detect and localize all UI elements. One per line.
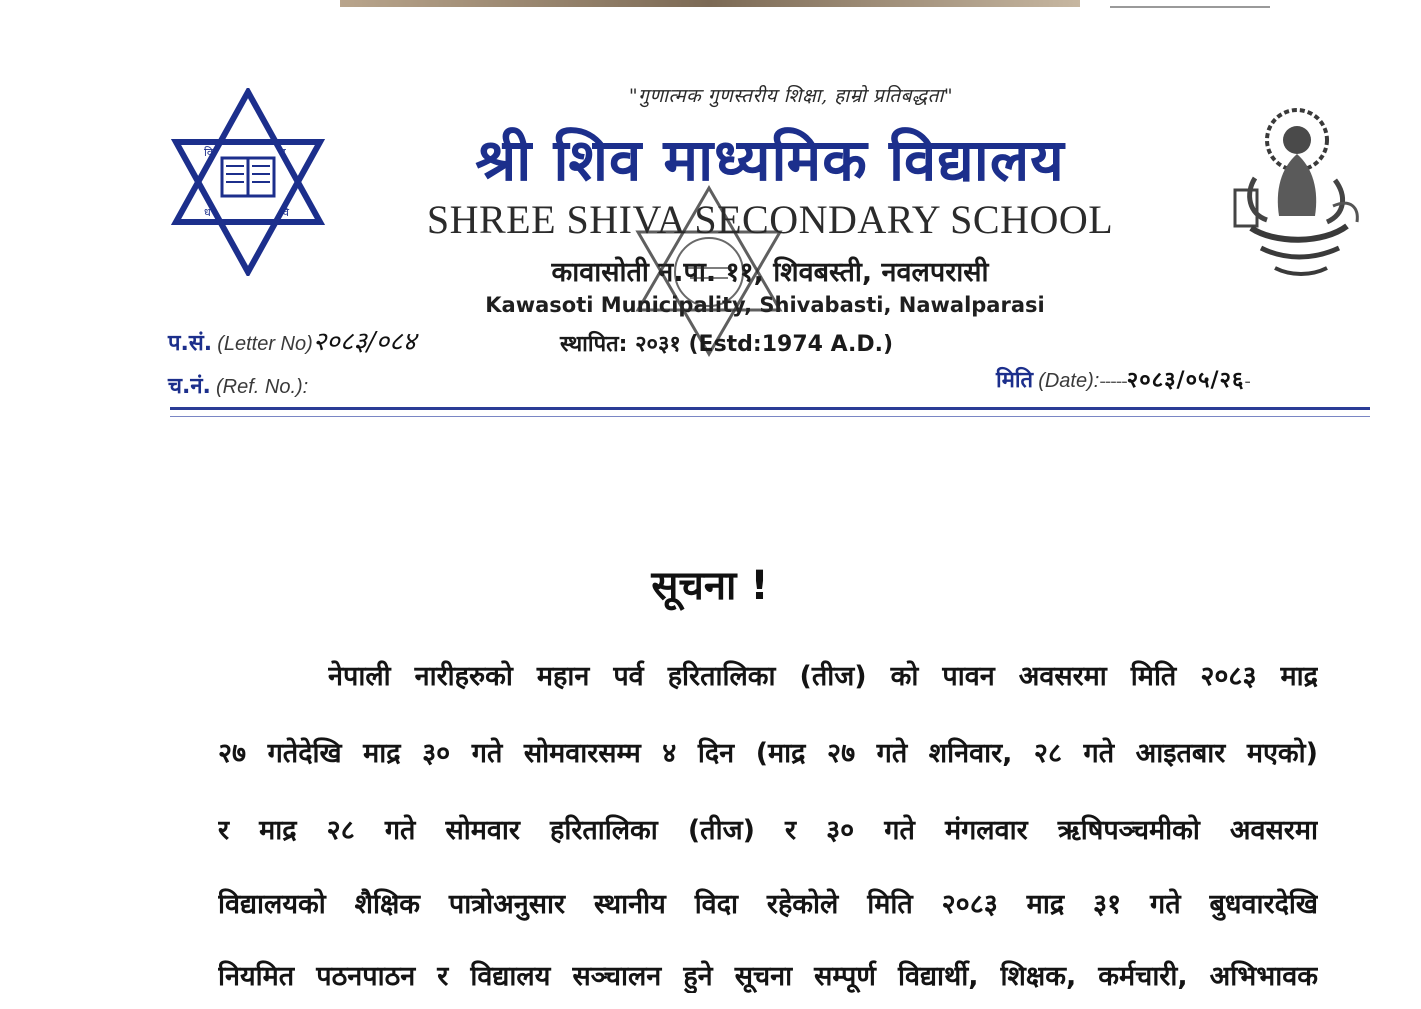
letter-no-value: २०८३/०८४ xyxy=(312,327,417,357)
letter-number-row xyxy=(168,322,416,358)
emblem-mark-1: वि xyxy=(204,146,213,159)
letter-no-label-np: प.सं. xyxy=(168,331,213,356)
reference-number-row xyxy=(168,370,308,400)
notice-line-2: २७ गतेदेखि माद्र ३० गते सोमवारसम्म ४ दिन (माद्र २७ गते शनिवार, २८ गते आइतबार मएको) xyxy=(218,738,1318,769)
star-of-david-book-icon xyxy=(168,88,328,276)
ref-no-label-en: (Ref. No.): xyxy=(216,376,309,398)
school-address-nepali: कावासोती न.पा. ११, शिवबस्ती, नवलपरासी xyxy=(551,257,989,288)
date-label-np: मिति xyxy=(996,368,1034,393)
date-row xyxy=(996,364,1250,394)
school-name-nepali: श्री शिव माध्यमिक विद्यालय xyxy=(475,126,1065,194)
date-label-en: (Date): xyxy=(1038,370,1100,392)
emblem-mark-3: ध xyxy=(204,206,211,219)
notice-line-4: विद्यालयको शैक्षिक पात्रोअनुसार स्थानीय विदा रहेकोले मिति २०८३ माद्र ३१ गते बुधवारदेखि xyxy=(218,889,1318,920)
date-dotted-line-end: - xyxy=(1244,371,1250,392)
notice-line-3: र माद्र २८ गते सोमवार हरितालिका (तीज) र ३० गते मंगलवार ऋषिपञ्चमीको अवसरमा xyxy=(218,815,1318,846)
header-divider-thick xyxy=(170,407,1370,410)
ref-no-label-np: च.नं. xyxy=(168,374,211,399)
notice-title: सूचना ! xyxy=(651,563,769,609)
date-dotted-line: ----- xyxy=(1099,371,1127,392)
letter-no-label-en: (Letter No) xyxy=(217,333,313,355)
school-motto: "गुणात्मक गुणस्तरीय शिक्षा, हाम्रो प्रतिबद्धता" xyxy=(628,85,954,107)
header-divider-thin xyxy=(170,416,1370,417)
notice-line-5: नियमित पठनपाठन र विद्यालय सञ्चालन हुने सूचना सम्पूर्ण विद्यार्थी, शिक्षक, कर्मचारी, अभिभावक xyxy=(218,961,1318,992)
notice-line-1: नेपाली नारीहरुको महान पर्व हरितालिका (तीज) को पावन अवसरमा मिति २०८३ माद्र xyxy=(328,661,1318,692)
date-value: २०८३/०५/२६ xyxy=(1126,368,1245,393)
saraswati-goddess-icon xyxy=(1215,98,1365,283)
emblem-mark-4: वि xyxy=(280,206,289,219)
school-address-english: Kawasoti Municipality, Shivabasti, Nawalparasi xyxy=(485,293,1045,317)
school-name-english: SHREE SHIVA SECONDARY SCHOOL xyxy=(426,197,1114,242)
established-year: स्थापित: २०३१ (Estd:1974 A.D.) xyxy=(560,332,894,357)
emblem-mark-2: द xyxy=(280,146,286,159)
